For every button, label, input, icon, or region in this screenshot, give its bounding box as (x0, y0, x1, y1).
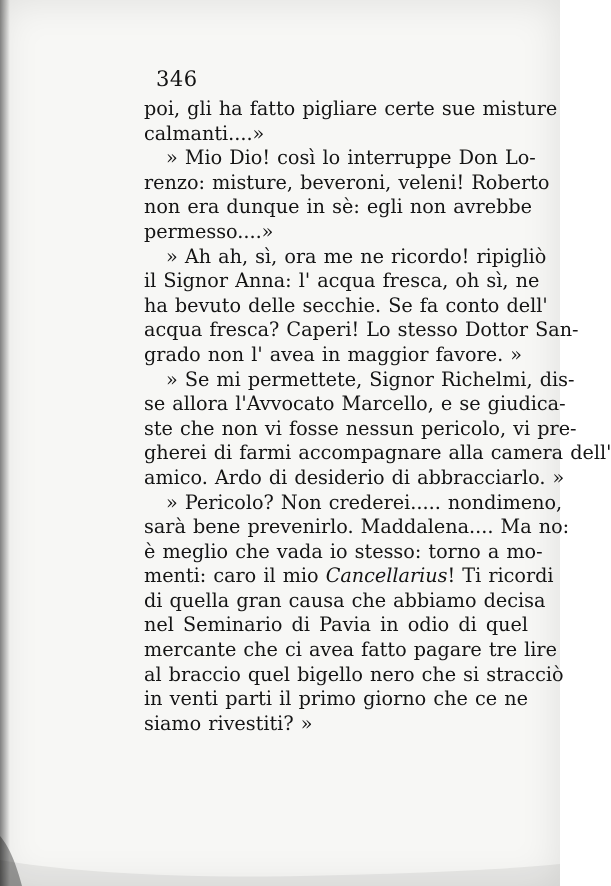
text-line: acqua fresca? Caperi! Lo stesso Dottor San- (144, 318, 579, 342)
text-line: nel Seminario di Pavia in odio di quel (144, 613, 528, 637)
text-line: di quella gran causa che abbiamo decisa (144, 588, 546, 612)
text-line: sarà bene prevenirlo. Maddalena.... Ma no: (144, 515, 570, 539)
body-text (144, 97, 611, 736)
text-line-with-italic: menti: caro il mio Cancellarius! Ti ricordi (144, 564, 554, 588)
text-line: è meglio che vada io stesso: torno a mo- (144, 539, 543, 563)
text-line: » Pericolo? Non crederei..... nondimeno, (166, 490, 563, 514)
text-line: ste che non vi fosse nessun pericolo, vi pre- (144, 416, 577, 440)
text-line: se allora l'Avvocato Marcello, e se giudica- (144, 392, 566, 416)
text-line: al braccio quel bigello nero che si stracciò (144, 662, 564, 686)
text-line: amico. Ardo di desiderio di abbracciarlo. » (144, 465, 565, 489)
text-line: gherei di farmi accompagnare alla camera dell' (144, 441, 611, 465)
text-line: mercante che ci avea fatto pagare tre lire (144, 638, 557, 662)
text-line: non era dunque in sè: egli non avrebbe (144, 195, 532, 219)
page-number: 346 (156, 67, 198, 91)
text-line: poi, gli ha fatto pigliare certe sue misture (144, 97, 558, 120)
text-line: renzo: misture, beveroni, veleni! Roberto (144, 170, 550, 194)
text-line: siamo rivestiti? » (144, 711, 313, 735)
italic-word: Cancellarius (325, 564, 448, 588)
text-line: il Signor Anna: l' acqua fresca, oh sì, ne (144, 269, 540, 293)
text-line: » Se mi permettete, Signor Richelmi, dis- (166, 367, 575, 391)
text-line: » Ah ah, sì, ora me ne ricordo! ripigliò (166, 244, 547, 268)
text-line: grado non l' avea in maggior favore. » (144, 342, 523, 366)
text-line: » Mio Dio! così lo interruppe Don Lo- (166, 146, 536, 170)
text-line: in venti parti il primo giorno che ce ne (144, 687, 528, 711)
text-line: permesso....» (144, 219, 274, 243)
page-curl-shadow (0, 830, 560, 886)
text-line: ha bevuto delle secchie. Se fa conto dell' (144, 293, 548, 317)
spine-shadow (0, 0, 10, 886)
text-line: calmanti....» (144, 121, 265, 145)
